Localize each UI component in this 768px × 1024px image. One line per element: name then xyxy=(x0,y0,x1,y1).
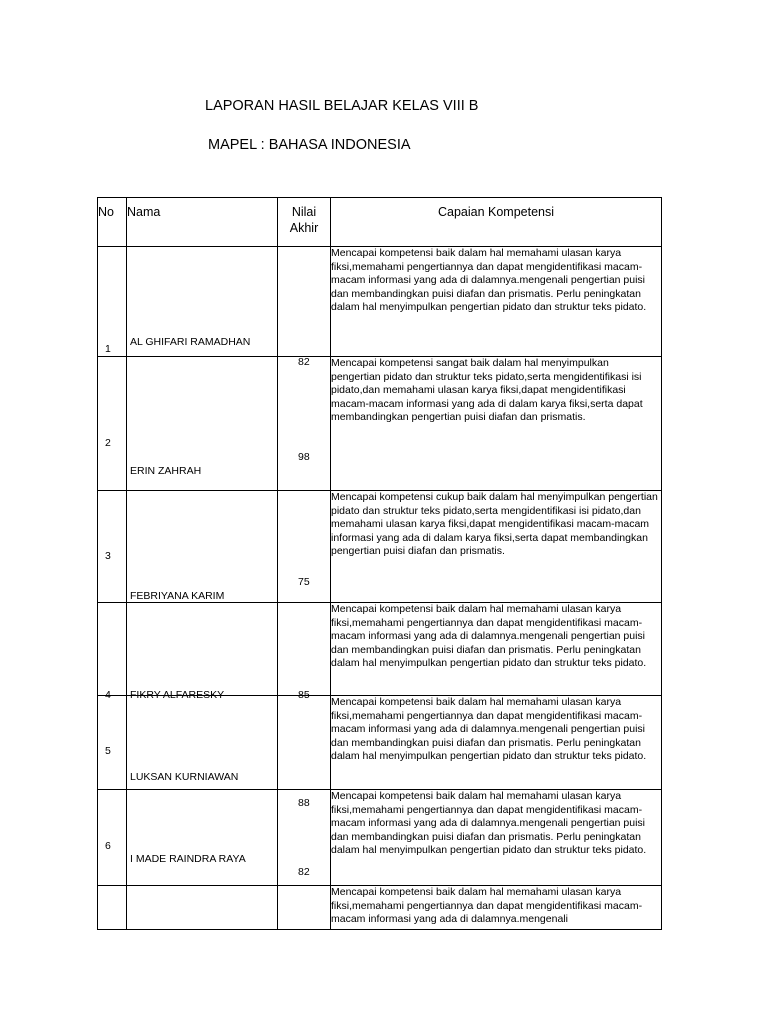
cell-no xyxy=(98,357,127,491)
competency-text: Mencapai kompetensi baik dalam hal memahami ulasan karya fiksi,memahami pengertiannya dan dapat mengidentifikasi macam-macam informasi yang ada di dalamnya.mengenali pengertian puisi dan membandingkan puisi diafan dan prismatis. Perlu peningkatan dalam hal menyimpulkan pengertian pidato dan struktur teks pidato. xyxy=(331,696,647,762)
final-score: 88 xyxy=(298,796,310,809)
competency-text: Mencapai kompetensi baik dalam hal memahami ulasan karya fiksi,memahami pengertiannya dan dapat mengidentifikasi macam-macam informasi yang ada di dalamnya.mengenali xyxy=(331,886,643,925)
student-name: AL GHIFARI RAMADHAN xyxy=(130,335,251,348)
cell-capaian xyxy=(331,247,662,357)
table-row xyxy=(98,696,662,790)
cell-nama xyxy=(127,696,278,790)
nilai-header-line2: Akhir xyxy=(289,221,319,235)
cell-nilai xyxy=(278,886,331,930)
column-header-nilai xyxy=(278,198,331,247)
cell-capaian xyxy=(331,491,662,603)
cell-no xyxy=(98,491,127,603)
nilai-header-line1: Nilai xyxy=(291,205,317,219)
cell-capaian xyxy=(331,790,662,886)
table-row xyxy=(98,357,662,491)
competency-text: Mencapai kompetensi baik dalam hal memahami ulasan karya fiksi,memahami pengertiannya dan dapat mengidentifikasi macam-macam informasi yang ada di dalamnya.mengenali pengertian puisi dan membandingkan puisi diafan dan prismatis. Perlu peningkatan dalam hal menyimpulkan pengertian pidato dan struktur teks pidato. xyxy=(331,247,647,313)
cell-nilai xyxy=(278,603,331,701)
cell-no xyxy=(98,247,127,357)
student-name: LUKSAN KURNIAWAN xyxy=(130,770,239,783)
cell-nama xyxy=(127,357,278,491)
grades-table xyxy=(97,197,662,930)
competency-text: Mencapai kompetensi baik dalam hal memahami ulasan karya fiksi,memahami pengertiannya dan dapat mengidentifikasi macam-macam informasi yang ada di dalamnya.mengenali pengertian puisi dan membandingkan puisi diafan dan prismatis. Perlu peningkatan dalam hal menyimpulkan pengertian pidato dan struktur teks pidato. xyxy=(331,790,647,856)
table-row xyxy=(98,247,662,357)
cell-no xyxy=(98,603,127,701)
final-score: 82 xyxy=(298,865,310,878)
cell-capaian xyxy=(331,603,662,696)
competency-text: Mencapai kompetensi baik dalam hal memahami ulasan karya fiksi,memahami pengertiannya dan dapat mengidentifikasi macam-macam informasi yang ada di dalamnya.mengenali pengertian puisi dan membandingkan puisi diafan dan prismatis. Perlu peningkatan dalam hal menyimpulkan pengertian pidato dan struktur teks pidato. xyxy=(331,603,647,669)
column-header-nama: Nama xyxy=(127,198,278,247)
cell-capaian xyxy=(331,357,662,491)
competency-text: Mencapai kompetensi sangat baik dalam hal menyimpulkan pengertian pidato dan struktur teks pidato,serta mengidentifikasi isi pidato,dan memahami ulasan karya fiksi,dapat mengidentifikasi macam-macam informasi yang ada di dalam karya fiksi,serta dapat membandingkan pengertian puisi diafan dan prismatis. xyxy=(331,357,643,423)
cell-no xyxy=(98,886,127,930)
cell-nilai xyxy=(278,491,331,603)
competency-text: Mencapai kompetensi cukup baik dalam hal menyimpulkan pengertian pidato dan struktur teks pidato,serta mengidentifikasi isi pidato,dan memahami ulasan karya fiksi,dapat mengidentifikasi macam-macam informasi yang ada di dalam karya fiksi,serta dapat membandingkan pengertian puisi diafan dan prismatis. xyxy=(331,491,658,557)
row-number: 4 xyxy=(105,689,111,701)
cell-nilai xyxy=(278,247,331,368)
row-number: 1 xyxy=(105,342,111,355)
table-row xyxy=(98,886,662,930)
cell-nama xyxy=(127,247,278,357)
cell-capaian xyxy=(331,886,662,930)
table-row xyxy=(98,491,662,603)
table-header-row xyxy=(98,198,662,247)
row-number: 2 xyxy=(105,436,111,449)
column-header-capaian: Capaian Kompetensi xyxy=(331,198,662,247)
report-title: LAPORAN HASIL BELAJAR KELAS VIII B xyxy=(205,98,479,114)
row-number: 5 xyxy=(105,744,111,757)
cell-capaian xyxy=(331,696,662,790)
cell-nama xyxy=(127,491,278,603)
cell-nilai xyxy=(278,696,331,809)
final-score: 98 xyxy=(298,450,310,463)
cell-no xyxy=(98,696,127,790)
subject-label: MAPEL : BAHASA INDONESIA xyxy=(208,137,411,153)
final-score: 75 xyxy=(298,575,310,588)
cell-nama xyxy=(127,886,278,930)
row-number: 3 xyxy=(105,549,111,562)
row-number: 6 xyxy=(105,839,111,852)
student-name: FEBRIYANA KARIM xyxy=(130,589,225,602)
cell-nama xyxy=(127,790,278,886)
student-name: I MADE RAINDRA RAYA xyxy=(130,852,246,865)
student-name: FIKRY ALFARESKY xyxy=(130,689,225,701)
cell-nilai xyxy=(278,357,331,491)
final-score: 85 xyxy=(298,689,310,701)
table-row xyxy=(98,790,662,886)
student-name: ERIN ZAHRAH xyxy=(130,464,202,477)
cell-no xyxy=(98,790,127,886)
column-header-no: No xyxy=(98,198,127,247)
final-score: 82 xyxy=(298,355,310,368)
table-row xyxy=(98,603,662,696)
cell-nama xyxy=(127,603,278,701)
